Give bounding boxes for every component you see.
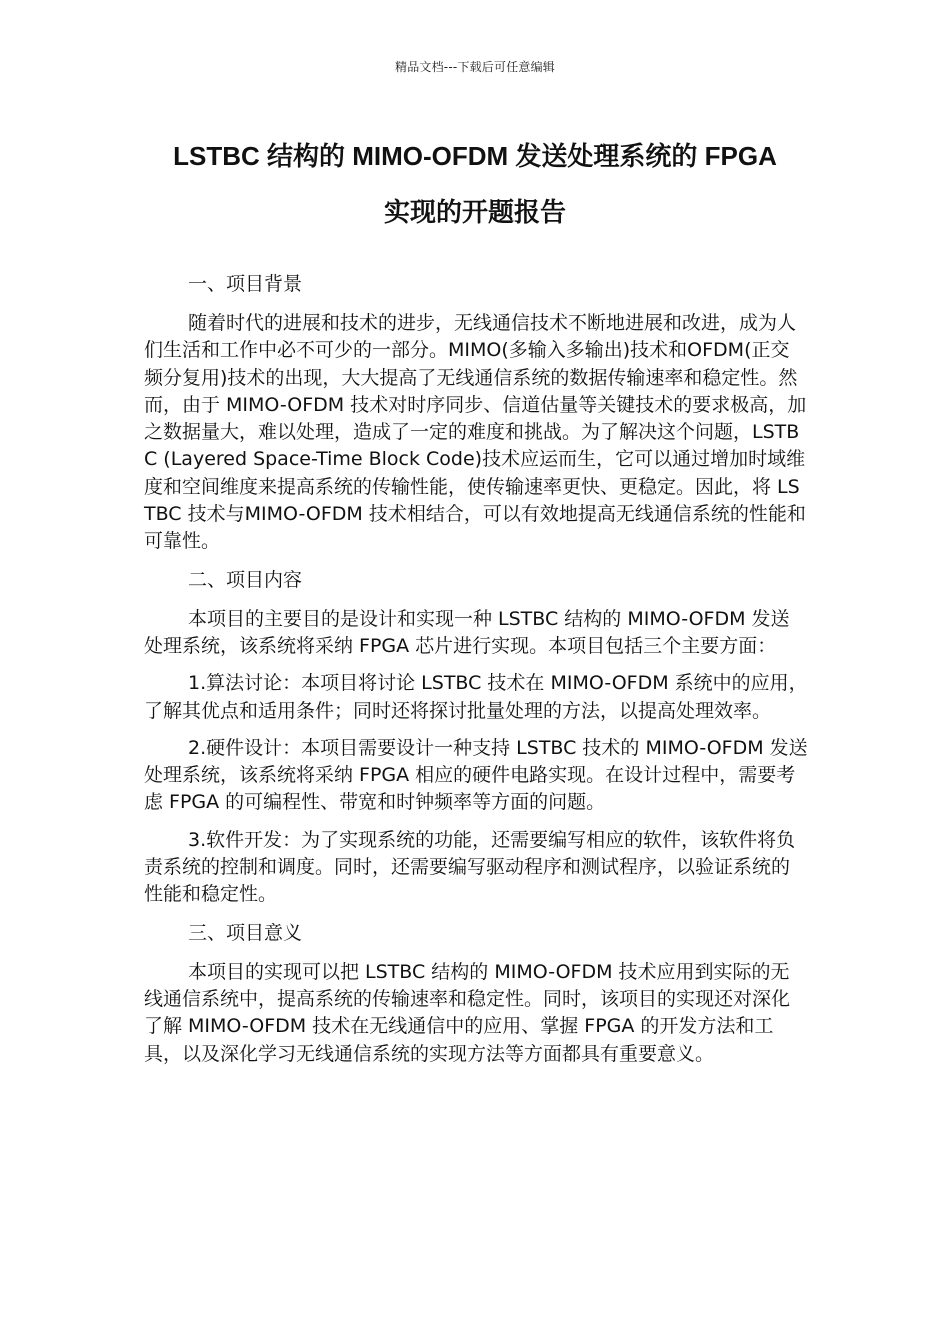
paragraph: 本项目的主要目的是设计和实现一种 LSTBC 结构的 MIMO-OFDM 发送处理系统，该系统将采纳 FPGA 芯片进行实现。本项目包括三个主要方面： — [144, 607, 790, 657]
section-background — [144, 270, 808, 556]
section-heading: 二、项目内容 — [188, 568, 303, 591]
document-body — [144, 270, 808, 1078]
title-line-1: LSTBC 结构的 MIMO-OFDM 发送处理系统的 FPGA — [173, 141, 777, 171]
title-line-2: 实现的开题报告 — [383, 197, 566, 227]
paragraph: 本项目的实现可以把 LSTBC 结构的 MIMO-OFDM 技术应用到实际的无线通信系统中，提高系统的传输速率和稳定性。同时，该项目的实现还对深化了解 MIMO-OFDM 技术在无线通信中的应用、掌握 FPGA 的开发方法和工具，以及深化学习无线通信系统的实现方法等方面都具有重要意义。 — [144, 960, 791, 1065]
paragraph-item-algorithm: 1.算法讨论：本项目将讨论 LSTBC 技术在 MIMO-OFDM 系统中的应用，了解其优点和适用条件；同时还将探讨批量处理的方法，以提高处理效率。 — [144, 672, 808, 722]
document-title — [120, 128, 830, 240]
section-content — [144, 566, 808, 909]
paragraph-item-software: 3.软件开发：为了实现系统的功能，还需要编写相应的软件，该软件将负责系统的控制和调度。同时，还需要编写驱动程序和测试程序，以验证系统的性能和稳定性。 — [144, 828, 796, 906]
paragraph: 随着时代的进展和技术的进步，无线通信技术不断地进展和改进，成为人们生活和工作中必不可少的一部分。MIMO(多输入多输出)技术和OFDM(正交频分复用)技术的出现，大大提高了无线通信系统的数据传输速率和稳定性。然而，由于 MIMO-OFDM 技术对时序同步、信道估量等关键技术的要求极高，加之数据量大，难以处理，造成了一定的难度和挑战。为了解决这个问题，LSTBC (Layered Space-Time Block Code)技术应运而生，它可以通过增加时域维度和空间维度来提高系统的传输性能，使传输速率更快、更稳定。因此，将 LSTBC 技术与MIMO-OFDM 技术相结合，可以有效地提高无线通信系统的性能和可靠性。 — [144, 312, 807, 553]
paragraph-item-hardware: 2.硬件设计：本项目需要设计一种支持 LSTBC 技术的 MIMO-OFDM 发送处理系统，该系统将采纳 FPGA 相应的硬件电路实现。在设计过程中，需要考虑 FPGA 的可编程性、带宽和时钟频率等方面的问题。 — [144, 736, 808, 814]
header-note: 精品文档---下载后可任意编辑 — [395, 60, 555, 74]
section-heading: 一、项目背景 — [188, 273, 303, 295]
section-significance — [144, 919, 808, 1068]
section-heading: 三、项目意义 — [188, 921, 303, 944]
